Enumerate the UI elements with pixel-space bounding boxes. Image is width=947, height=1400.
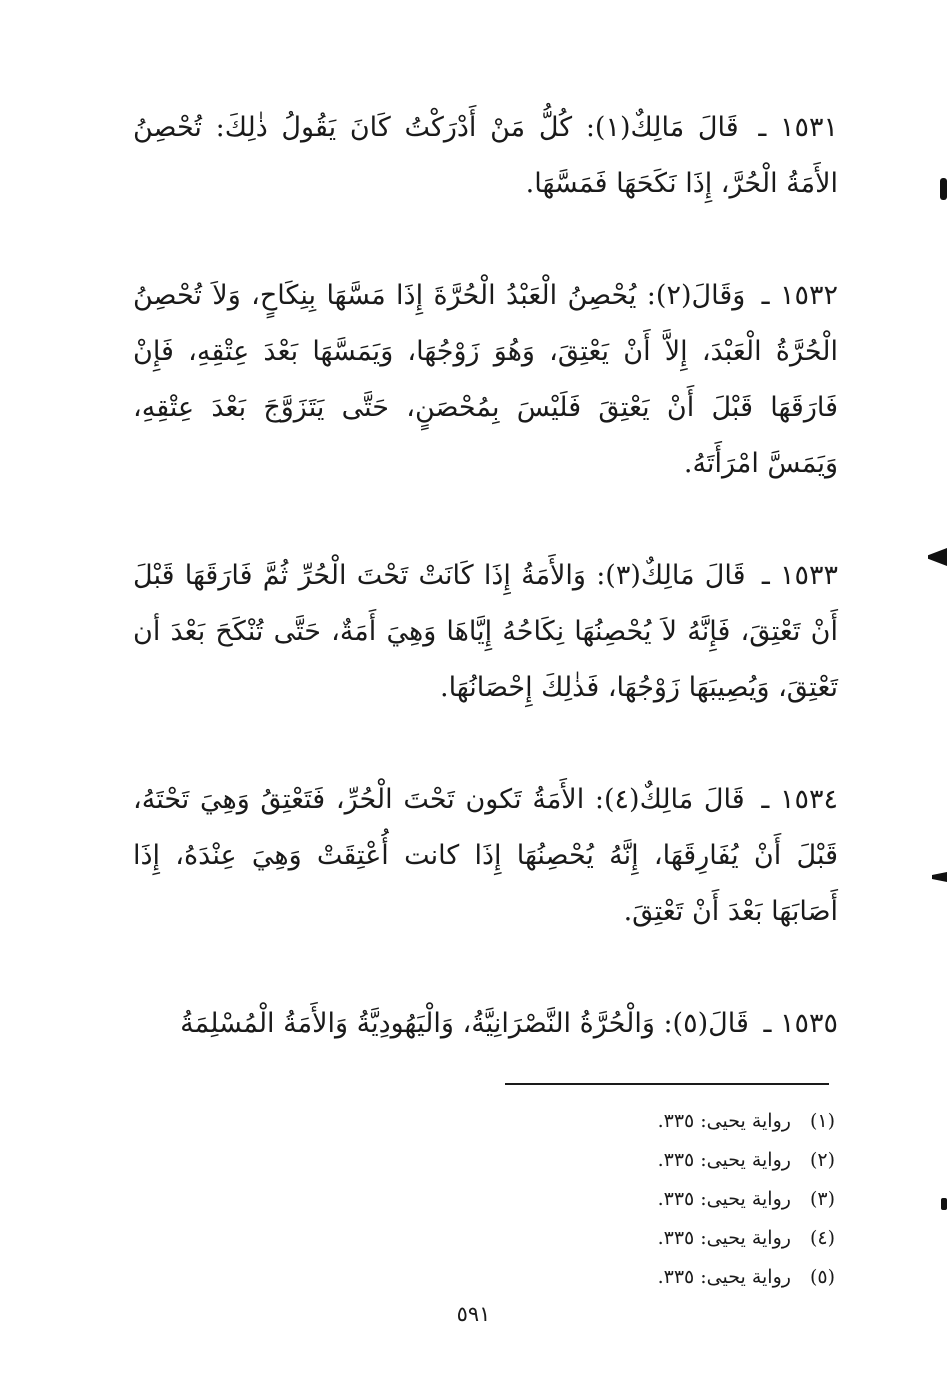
paragraph-1531 (133, 100, 838, 212)
footnote-mark: (٣) (809, 1188, 835, 1210)
footnote-mark: (١) (809, 1110, 835, 1132)
main-text (133, 100, 838, 1052)
footnote-mark: (٢) (809, 1149, 835, 1171)
footnote-2 (480, 1141, 835, 1180)
paragraph-number: ١٥٣٤ ـ (761, 784, 838, 815)
paragraph-1535 (133, 996, 838, 1052)
paragraph-number: ١٥٣٥ ـ (763, 1008, 838, 1039)
footnote-1 (480, 1102, 835, 1141)
footnote-5 (480, 1258, 835, 1297)
paragraph-text: قَالَ مَالِكٌ(٣): وَالأَمَةُ إِذَا كَانَتْ تَحْتَ الْحُرِّ ثُمَّ فَارَقَهَا قَبْلَ أَنْ تَعْتِقَ، فَإِنَّهُ لاَ يُحْصِنُهَا نِكَاحُهُ إِيَّاهَا وَهِيَ أَمَةٌ، حَتَّى تُنْكَحَ بَعْدَ أن تَعْتِقَ، وَيُصِيبَهَا زَوْجُهَا، فَذٰلِكَ إِحْصَانُهَا. (133, 560, 838, 703)
footnote-mark: (٤) (809, 1227, 835, 1249)
footnote-3 (480, 1180, 835, 1219)
footnote-text: رواية يحيى: ٣٣٥. (657, 1266, 791, 1288)
scan-mark (941, 1198, 947, 1210)
footnote-text: رواية يحيى: ٣٣٥. (657, 1110, 791, 1132)
footnote-mark: (٥) (809, 1266, 835, 1288)
scan-mark (932, 872, 947, 882)
scan-mark (928, 548, 947, 566)
paragraph-1533 (133, 548, 838, 716)
paragraph-1532 (133, 268, 838, 492)
page-number: ٥٩١ (456, 1302, 491, 1326)
paragraph-number: ١٥٣١ ـ (758, 112, 838, 143)
paragraph-1534 (133, 772, 838, 940)
paragraph-number: ١٥٣٢ ـ (761, 280, 838, 311)
footnote-text: رواية يحيى: ٣٣٥. (657, 1188, 791, 1210)
paragraph-text: وَقَالَ(٢): يُحْصِنُ الْعَبْدُ الْحُرَّةَ إِذَا مَسَّهَا بِنِكَاحٍ، وَلاَ تُحْصِنُ الْحُرَّةُ الْعَبْدَ، إِلاَّ أَنْ يَعْتِقَ، وَهُوَ زَوْجُهَا، وَيَمَسَّهَا بَعْدَ عِتْقِهِ، فَإِنْ فَارَقَهَا قَبْلَ أَنْ يَعْتِقَ فَلَيْسَ بِمُحْصَنٍ، حَتَّى يَتَزَوَّجَ بَعْدَ عِتْقِهِ، وَيَمَسَّ امْرَأَتَهُ. (133, 280, 838, 479)
scan-mark (940, 178, 947, 200)
footnote-text: رواية يحيى: ٣٣٥. (657, 1149, 791, 1171)
footnote-4 (480, 1219, 835, 1258)
paragraph-text: قَالَ مَالِكٌ(١): كُلُّ مَنْ أَدْرَكْتُ كَانَ يَقُولُ ذٰلِكَ: تُحْصِنُ الأَمَةُ الْحُرَّ، إِذَا نَكَحَهَا فَمَسَّهَا. (133, 112, 838, 199)
footnotes (480, 1102, 835, 1297)
paragraph-number: ١٥٣٣ ـ (761, 560, 838, 591)
paragraph-text: قَالَ مَالِكٌ(٤): الأَمَةُ تَكون تَحْتَ الْحُرِّ، فَتَعْتِقُ وَهِيَ تَحْتَهُ، قَبْلَ أَنْ يُفَارِقَهَا، إِنَّهُ يُحْصِنُهَا إِذَا كانت أُعْتِقَتْ وَهِيَ عِنْدَهُ، إِذَا أَصَابَهَا بَعْدَ أَنْ تَعْتِقَ. (133, 784, 838, 927)
paragraph-text: قَالَ(٥): وَالْحُرَّةُ النَّصْرَانِيَّةُ، وَالْيَهُودِيَّةُ وَالأَمَةُ الْمُسْلِمَةُ (180, 1008, 749, 1039)
footnote-separator (505, 1083, 829, 1085)
footnote-text: رواية يحيى: ٣٣٥. (657, 1227, 791, 1249)
